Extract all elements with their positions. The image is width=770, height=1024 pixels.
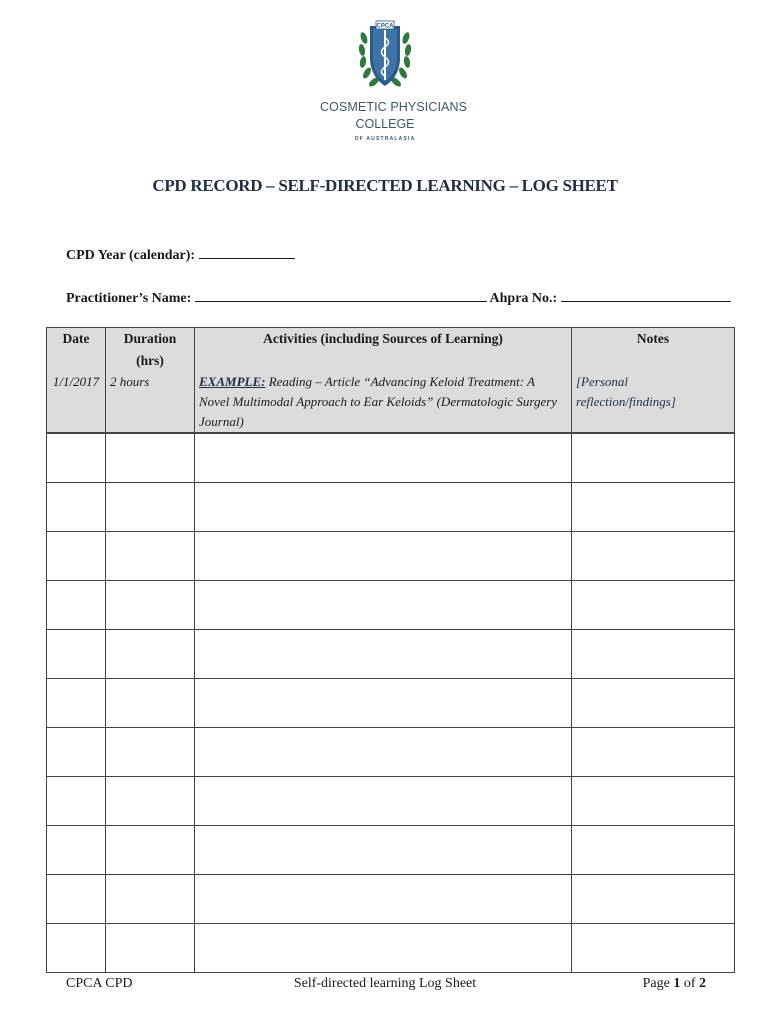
entry-date-cell[interactable]: [47, 532, 106, 581]
crest-icon: [356, 18, 414, 92]
cpd-year-field: [66, 246, 295, 264]
entry-activity-cell[interactable]: [195, 630, 572, 679]
log-entry-row: [47, 924, 735, 973]
entry-date-cell[interactable]: [47, 777, 106, 826]
entry-duration-cell[interactable]: [106, 826, 195, 875]
entry-date-cell[interactable]: [47, 581, 106, 630]
entry-activity-cell[interactable]: [195, 532, 572, 581]
entry-duration-cell[interactable]: [106, 581, 195, 630]
entry-notes-cell[interactable]: [572, 924, 735, 973]
entry-date-cell[interactable]: [47, 433, 106, 483]
practitioner-name-blank[interactable]: [195, 289, 487, 302]
entry-activity-cell[interactable]: [195, 433, 572, 483]
entry-duration-cell[interactable]: [106, 630, 195, 679]
entry-activity-cell[interactable]: [195, 924, 572, 973]
log-entry-row: [47, 679, 735, 728]
entry-activity-cell[interactable]: [195, 728, 572, 777]
cpd-year-blank[interactable]: [199, 246, 295, 259]
header-notes: Notes: [572, 328, 735, 373]
log-entry-row: [47, 777, 735, 826]
entry-date-cell[interactable]: [47, 630, 106, 679]
entry-activity-cell[interactable]: [195, 679, 572, 728]
entry-date-cell[interactable]: [47, 483, 106, 532]
entry-activity-cell[interactable]: [195, 581, 572, 630]
entry-date-cell[interactable]: [47, 875, 106, 924]
entry-activity-cell[interactable]: [195, 875, 572, 924]
entry-date-cell[interactable]: [47, 924, 106, 973]
entry-notes-cell[interactable]: [572, 532, 735, 581]
ahpra-number-blank[interactable]: [561, 289, 731, 302]
cpd-year-label: CPD Year (calendar):: [66, 248, 196, 263]
example-notes: [Personal reflection/findings]: [572, 372, 735, 433]
log-entry-row: [47, 483, 735, 532]
example-label: EXAMPLE:: [199, 374, 266, 389]
page-title: CPD RECORD – SELF-DIRECTED LEARNING – LOG SHEET: [152, 176, 618, 195]
entry-date-cell[interactable]: [47, 826, 106, 875]
log-table: [46, 327, 735, 973]
logo-name-line3: OF AUSTRALASIA: [354, 136, 416, 142]
logo-name-line1: COSMETIC PHYSICIANS: [320, 100, 468, 114]
entry-activity-cell[interactable]: [195, 777, 572, 826]
page-number: [643, 976, 706, 992]
entry-notes-cell[interactable]: [572, 581, 735, 630]
page-mid: of: [680, 976, 699, 991]
page-current: 1: [673, 976, 681, 991]
header-activities: Activities (including Sources of Learning): [195, 328, 572, 373]
practitioner-name-label: Practitioner’s Name:: [66, 291, 192, 306]
entry-duration-cell[interactable]: [106, 483, 195, 532]
practitioner-field-row: [66, 289, 731, 307]
log-entry-row: [47, 581, 735, 630]
entry-notes-cell[interactable]: [572, 679, 735, 728]
log-entry-row: [47, 875, 735, 924]
crest-text: CPCA: [376, 23, 394, 30]
entry-notes-cell[interactable]: [572, 728, 735, 777]
example-duration: 2 hours: [106, 372, 195, 433]
page-prefix: Page: [642, 976, 674, 991]
entry-duration-cell[interactable]: [106, 532, 195, 581]
footer-center: Self-directed learning Log Sheet: [293, 976, 477, 991]
entry-duration-cell[interactable]: [106, 924, 195, 973]
college-logo: [320, 18, 468, 150]
log-entry-row: [47, 826, 735, 875]
entry-date-cell[interactable]: [47, 679, 106, 728]
entry-notes-cell[interactable]: [572, 483, 735, 532]
example-row: [47, 372, 735, 433]
example-activity-text: Reading – Article “Advancing Keloid Treatment: A Novel Multimodal Approach to Ear Keloids” (Dermatologic Surgery Journal): [199, 374, 558, 429]
log-entry-row: [47, 728, 735, 777]
entry-duration-cell[interactable]: [106, 433, 195, 483]
entry-notes-cell[interactable]: [572, 826, 735, 875]
log-entry-row: [47, 630, 735, 679]
entry-duration-cell[interactable]: [106, 728, 195, 777]
entry-duration-cell[interactable]: [106, 875, 195, 924]
example-activity: [195, 372, 572, 433]
header-duration: Duration (hrs): [106, 328, 195, 373]
entry-notes-cell[interactable]: [572, 433, 735, 483]
table-header-row: [47, 328, 735, 373]
entry-date-cell[interactable]: [47, 728, 106, 777]
example-date: 1/1/2017: [47, 372, 106, 433]
ahpra-label: Ahpra No.:: [489, 291, 558, 306]
header-date: Date: [47, 328, 106, 373]
entry-activity-cell[interactable]: [195, 483, 572, 532]
page-total: 2: [699, 976, 706, 991]
entry-duration-cell[interactable]: [106, 777, 195, 826]
entry-notes-cell[interactable]: [572, 630, 735, 679]
logo-name-line2: COLLEGE: [355, 117, 415, 131]
entry-notes-cell[interactable]: [572, 777, 735, 826]
entry-notes-cell[interactable]: [572, 875, 735, 924]
log-entry-row: [47, 433, 735, 483]
log-entry-row: [47, 532, 735, 581]
entry-duration-cell[interactable]: [106, 679, 195, 728]
footer-left: CPCA CPD: [66, 976, 133, 991]
entry-activity-cell[interactable]: [195, 826, 572, 875]
